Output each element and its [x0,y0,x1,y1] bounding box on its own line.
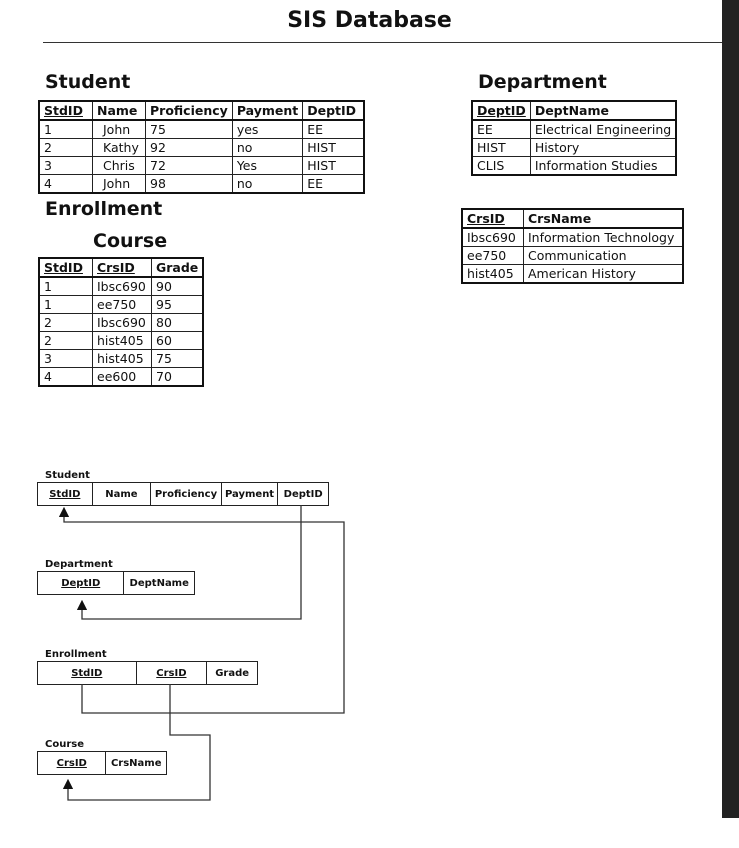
table-cell: Yes [232,157,302,175]
table-cell: Information Technology [524,228,684,247]
schema-field: DeptName [129,577,189,589]
table-cell: yes [232,120,302,139]
course-subheading: Course [93,230,168,252]
department-heading: Department [478,71,607,93]
table-cell: 2 [39,314,93,332]
schema-field: DeptID [283,488,323,500]
table-cell: 95 [152,296,204,314]
table-cell: HIST [303,157,365,175]
table-cell: 90 [152,277,204,296]
table-cell: ee750 [93,296,152,314]
table-cell: Chris [93,157,146,175]
table-cell: 2 [39,139,93,157]
col-header: StdID [39,258,93,277]
schema-field: Payment [222,483,279,505]
table-cell: 1 [39,296,93,314]
table-cell: hist405 [462,265,524,284]
table-cell: Electrical Engineering [530,120,676,139]
table-cell: John [93,175,146,194]
schema-field: Proficiency [151,483,222,505]
schema-field: Name [93,483,152,505]
col-header: Name [93,101,146,120]
schema-field: CrsID [137,662,208,684]
col-header: CrsID [462,209,524,228]
table-cell: ee750 [462,247,524,265]
col-header: DeptID [303,101,365,120]
table-cell: ee600 [93,368,152,387]
table-cell: HIST [472,139,530,157]
table-cell: HIST [303,139,365,157]
table-cell: Communication [524,247,684,265]
table-cell: no [232,175,302,194]
col-header: Proficiency [146,101,233,120]
col-header: Payment [232,101,302,120]
table-cell: 70 [152,368,204,387]
table-cell: 4 [39,368,93,387]
student-heading: Student [45,71,131,93]
schema-field: StdID [38,483,93,505]
table-cell: 80 [152,314,204,332]
table-cell: 98 [146,175,233,194]
table-cell: 3 [39,350,93,368]
table-cell: Information Studies [530,157,676,176]
table-cell: 2 [39,332,93,350]
table-cell: John [93,120,146,139]
table-cell: CLIS [472,157,530,176]
table-cell: hist405 [93,350,152,368]
schema-student-label: Student [45,470,90,481]
table-cell: no [232,139,302,157]
table-cell: 3 [39,157,93,175]
table-cell: EE [303,175,365,194]
enrollment-heading: Enrollment [45,198,163,220]
fk-line-enrollment-course [68,684,210,800]
schema-field: DeptID [38,572,124,594]
schema-field: StdID [38,662,137,684]
schema-department-label: Department [45,559,113,570]
schema-field: CrsID [38,752,106,774]
col-header: DeptID [472,101,530,120]
table-cell: 75 [146,120,233,139]
table-cell: Ibsc690 [93,277,152,296]
schema-course-label: Course [45,739,84,750]
col-header: StdID [39,101,93,120]
page-title: SIS Database [287,8,452,33]
table-cell: EE [303,120,365,139]
fk-line-enrollment-student [64,512,344,713]
table-cell: 4 [39,175,93,194]
table-cell: EE [472,120,530,139]
table-cell: hist405 [93,332,152,350]
table-cell: Kathy [93,139,146,157]
table-cell: History [530,139,676,157]
table-cell: 75 [152,350,204,368]
schema-field: Grade [215,667,250,679]
table-cell: 1 [39,277,93,296]
schema-enrollment-label: Enrollment [45,649,107,660]
table-cell: 72 [146,157,233,175]
col-header: CrsName [524,209,684,228]
table-cell: 60 [152,332,204,350]
table-cell: 1 [39,120,93,139]
table-cell: American History [524,265,684,284]
col-header: CrsID [93,258,152,277]
table-cell: 92 [146,139,233,157]
col-header: DeptName [530,101,676,120]
col-header: Grade [152,258,204,277]
table-cell: Ibsc690 [462,228,524,247]
schema-field: CrsName [110,757,162,769]
table-cell: Ibsc690 [93,314,152,332]
